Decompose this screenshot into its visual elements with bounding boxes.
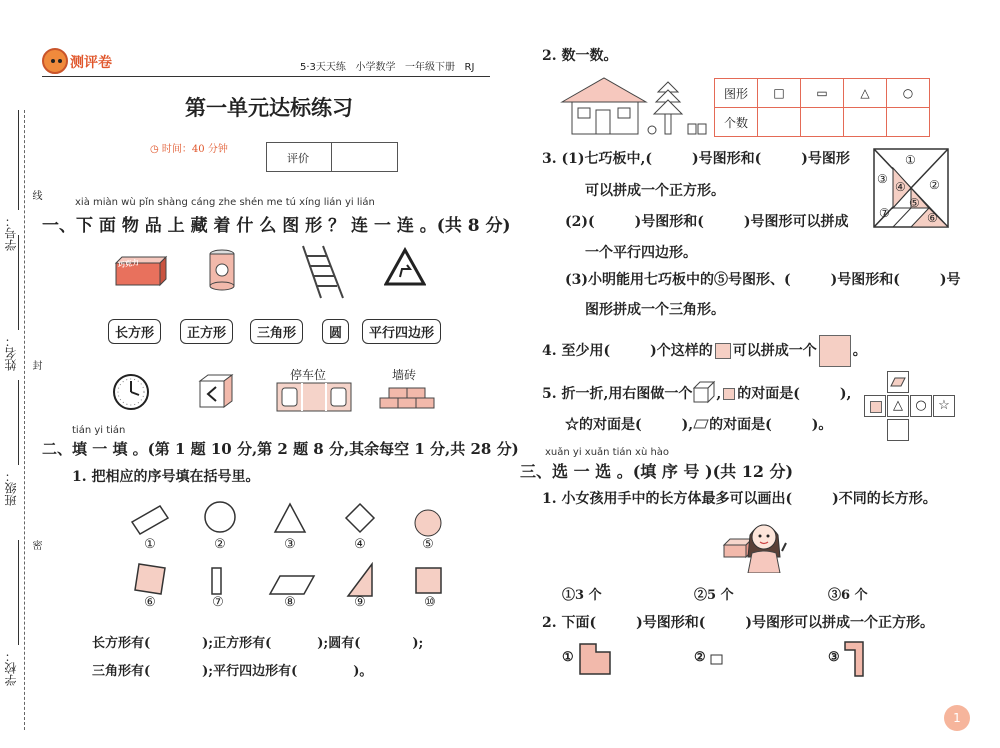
tangram-5: ⑤	[909, 196, 920, 210]
header-rule	[42, 76, 490, 77]
s3-q1: 1. 小女孩用手中的长方体最多可以画出( )不同的长方形。	[542, 491, 937, 507]
s3-q2-blank-a[interactable]	[598, 614, 634, 632]
label-triangle[interactable]: 三角形	[250, 319, 303, 344]
id-label: 学号：	[4, 215, 18, 251]
pink-square-icon	[723, 388, 735, 400]
shape-1-number: ①	[144, 537, 156, 552]
answer-circle-blank[interactable]	[362, 635, 410, 653]
score-box	[266, 142, 398, 172]
shape-3-triangle	[273, 502, 307, 534]
grade-label: 一年级下册	[405, 62, 455, 73]
shape-6-rotated-square	[133, 562, 169, 596]
shape-2-number: ②	[214, 537, 226, 552]
s3-q2-shape-2	[710, 654, 724, 666]
time-info: ◷ 时间：40 分钟	[150, 144, 228, 155]
label-parallelogram[interactable]: 平行四边形	[362, 319, 441, 344]
house-scene	[560, 76, 710, 138]
right-q2: 2. 数一数。	[542, 48, 618, 64]
s3-q2-option-2-label[interactable]: ②	[694, 650, 706, 665]
q5-blank-c[interactable]	[774, 416, 810, 434]
parallelogram-icon	[693, 417, 709, 433]
seal-mark: 封	[30, 360, 41, 370]
dashed-cut-line	[24, 110, 25, 730]
q5-line1: 5. 折一折,用右图做一个 , 的对面是( ),	[542, 380, 851, 408]
s3-q2-option-3-label[interactable]: ③	[828, 650, 840, 665]
tangram-6: ⑥	[927, 211, 938, 225]
count-answer-rectangle[interactable]	[801, 108, 844, 137]
clock-icon: ◷	[150, 144, 159, 155]
brick-object	[378, 366, 438, 412]
small-square-icon	[715, 343, 731, 359]
section1-pinyin: xià miàn wù pǐn shàng cáng zhe shén me tú xíng lián yi lián	[75, 197, 375, 208]
shape-8-number: ⑧	[284, 595, 296, 610]
answer-line-2: 三角形有( );平行四边形有( )。	[92, 664, 373, 679]
section2-pinyin: tián yi tián	[72, 425, 126, 436]
label-rectangle[interactable]: 长方形	[108, 319, 161, 344]
net-cell-star: ☆	[933, 395, 955, 417]
q3-part2-cont: 一个平行四边形。	[585, 245, 697, 261]
subject-label: 小学数学	[355, 62, 396, 73]
binding-strip	[0, 0, 40, 748]
count-answer-square[interactable]	[758, 108, 801, 137]
count-shape-triangle: △	[844, 79, 887, 108]
edition-label: RJ	[464, 62, 475, 73]
shape-1-rotated-rectangle	[128, 502, 172, 536]
s3-q2: 2. 下面( )号图形和( )号图形可以拼成一个正方形。	[542, 615, 934, 631]
shape-4-diamond	[344, 502, 376, 534]
label-square[interactable]: 正方形	[180, 319, 233, 344]
id-underline	[18, 110, 19, 210]
name-underline	[18, 235, 19, 330]
shape-6-number: ⑥	[144, 595, 156, 610]
tangram-4: ④	[895, 180, 906, 194]
q5-blank-b[interactable]	[644, 416, 680, 434]
shape-8-parallelogram	[268, 574, 316, 596]
section2-title: 二、填 一 填 。(第 1 题 10 分,第 2 题 8 分,其余每空 1 分,共 28 分)	[42, 440, 519, 458]
s3-q1-option-1[interactable]: ①3 个	[562, 588, 602, 603]
shape-4-number: ④	[354, 537, 366, 552]
page-title: 第一单元达标练习	[185, 95, 353, 120]
count-table	[714, 78, 930, 137]
traffic-sign-object	[384, 247, 426, 291]
class-label: 班级：	[4, 470, 18, 506]
shape-2-circle	[203, 500, 237, 534]
net-cell-pink	[864, 395, 886, 417]
count-answer-circle[interactable]	[887, 108, 930, 137]
tangram-3: ③	[877, 172, 888, 186]
mascot-icon	[42, 48, 68, 74]
parking-object	[276, 366, 352, 412]
large-square-icon	[819, 335, 851, 367]
shape-9-right-triangle	[346, 562, 376, 598]
section1-title: 一、下 面 物 品 上 藏 着 什 么 图 形 ？ 连 一 连 。(共 8 分)	[42, 216, 511, 236]
count-table-header-shape: 图形	[715, 79, 758, 108]
chocolate-text: 巧克力	[117, 258, 140, 270]
tangram-7: ⑦	[879, 206, 890, 220]
shape-5-number: ⑤	[422, 537, 434, 552]
tangram	[873, 148, 949, 228]
shape-7-thin-rectangle	[210, 566, 224, 596]
net-cell-triangle: △	[887, 395, 909, 417]
count-shape-rectangle: ▭	[801, 79, 844, 108]
answer-line-1: 长方形有( );正方形有( );圆有( );	[92, 636, 424, 651]
q5-line2: ☆的对面是( ), 的对面是( )。	[565, 417, 833, 433]
section3-title: 三、选 一 选 。(填 序 号 )(共 12 分)	[520, 462, 794, 481]
section3-pinyin: xuǎn yi xuǎn tián xù hào	[545, 447, 670, 458]
girl-illustration	[720, 513, 800, 573]
s3-q2-shape-1	[578, 642, 612, 676]
net-cell-top	[887, 371, 909, 393]
q3-1-blank-b[interactable]	[763, 150, 799, 168]
class-underline	[18, 380, 19, 465]
label-circle[interactable]: 圆	[322, 319, 349, 344]
shape-7-number: ⑦	[212, 595, 224, 610]
count-table-number-row	[715, 108, 930, 137]
s3-q1-blank[interactable]	[794, 490, 830, 508]
line-mark: 线	[30, 190, 41, 200]
q3-3-blank-b[interactable]	[902, 271, 938, 289]
shape-3-number: ③	[284, 537, 296, 552]
s3-q1-option-3[interactable]: ③6 个	[828, 588, 868, 603]
school-label: 学校：	[4, 650, 18, 686]
count-shape-square: □	[758, 79, 801, 108]
q3-3-blank-a[interactable]	[793, 271, 829, 289]
cube-object	[198, 373, 234, 413]
name-label: 姓名：	[4, 335, 18, 371]
s3-q2-option-1-label[interactable]: ①	[562, 650, 574, 665]
q3-2-blank-a[interactable]	[597, 213, 633, 231]
count-answer-triangle[interactable]	[844, 108, 887, 137]
q3-part3-cont: 图形拼成一个三角形。	[585, 302, 725, 318]
q3-part3: (3)小明能用七巧板中的⑤号图形、( )号图形和( )号	[565, 272, 961, 288]
q4: 4. 至少用( )个这样的 可以拼成一个 。	[542, 335, 867, 367]
answer-parallelogram-blank[interactable]	[299, 663, 351, 681]
cube-net	[864, 371, 956, 441]
tangram-2: ②	[929, 178, 940, 192]
series-label: 5·3天天练	[300, 62, 346, 73]
chocolate-box	[110, 255, 168, 287]
shape-9-number: ⑨	[354, 595, 366, 610]
badge	[42, 48, 138, 74]
net-cell-bottom	[887, 419, 909, 441]
s3-q2-shape-3	[843, 640, 865, 678]
answer-rectangle-blank[interactable]	[152, 635, 200, 653]
shape-5-circle-pink	[413, 508, 443, 538]
header-info	[300, 58, 474, 73]
q3-part1-cont: 可以拼成一个正方形。	[585, 183, 725, 199]
s3-q1-option-2[interactable]: ②5 个	[694, 588, 734, 603]
q3-1-blank-a[interactable]	[654, 150, 690, 168]
parking-label: 停车位	[290, 368, 327, 382]
q4-blank[interactable]	[612, 342, 648, 360]
can-object	[207, 248, 237, 296]
tangram-1: ①	[905, 153, 916, 167]
count-table-shape-row	[715, 79, 930, 108]
shape-10-number: ⑩	[424, 595, 436, 610]
shape-10-square	[414, 566, 444, 596]
q3-2-blank-b[interactable]	[706, 213, 742, 231]
s3-q2-blank-b[interactable]	[707, 614, 743, 632]
count-shape-circle: ○	[887, 79, 930, 108]
page-number: 1	[944, 705, 970, 731]
clock-object	[112, 373, 150, 415]
answer-square-blank[interactable]	[273, 635, 315, 653]
cube-icon	[692, 380, 716, 408]
q3-part2: (2)( )号图形和( )号图形可以拼成	[565, 214, 849, 230]
secret-mark: 密	[30, 540, 41, 550]
answer-triangle-blank[interactable]	[152, 663, 200, 681]
ladder-object	[297, 244, 347, 304]
section2-q1: 1. 把相应的序号填在括号里。	[72, 469, 260, 485]
badge-label: 测评卷	[70, 55, 112, 71]
school-underline	[18, 540, 19, 645]
score-label: 评价	[287, 152, 309, 165]
brick-label: 墙砖	[392, 368, 417, 382]
q5-blank-a[interactable]	[802, 385, 838, 403]
net-cell-circle: ○	[910, 395, 932, 417]
count-table-header-number: 个数	[715, 108, 758, 137]
q3-part1: 3. (1)七巧板中,( )号图形和( )号图形	[542, 151, 850, 167]
